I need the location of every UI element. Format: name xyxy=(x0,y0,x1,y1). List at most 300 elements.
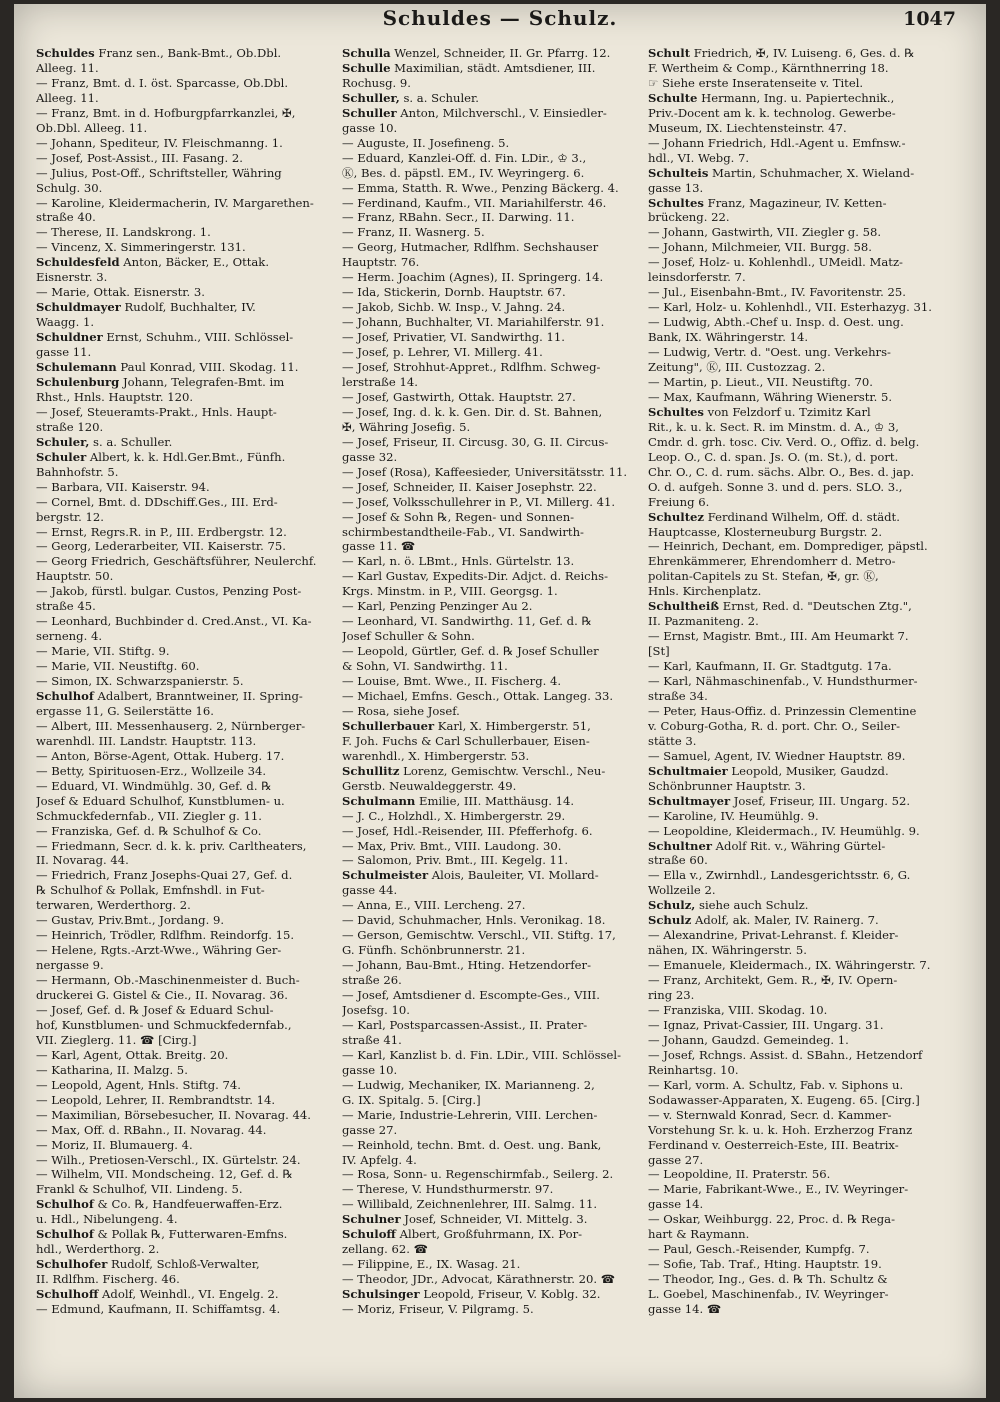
entry-text: siehe auch Schulz. xyxy=(695,898,809,913)
entry-line xyxy=(342,151,660,166)
entry-text: warenhdl., X. Himbergerstr. 53. xyxy=(342,748,530,763)
entry-text: Ferdinand v. Oesterreich-Este, III. Beatrix- xyxy=(648,1137,899,1152)
entry-line xyxy=(36,1048,354,1063)
entry-line xyxy=(36,584,354,599)
entry-line xyxy=(648,988,966,1003)
entry-line xyxy=(36,1108,354,1123)
entry-line xyxy=(36,809,354,824)
entry-line xyxy=(342,196,660,211)
surname: Schulhof xyxy=(36,688,94,703)
surname: Schuller, xyxy=(342,90,400,105)
entry-text: & Sohn, VI. Sandwirthg. 11. xyxy=(342,659,508,674)
entry-text: L. Goebel, Maschinenfab., IV. Weyringer- xyxy=(648,1287,889,1302)
entry-line xyxy=(36,270,354,285)
entry-text: — Leonhard, Buchbinder d. Cred.Anst., VI. Ka- xyxy=(36,614,312,629)
entry-line xyxy=(36,390,354,405)
entry-line xyxy=(36,1018,354,1033)
surname: Schulemann xyxy=(36,360,117,375)
entry-line xyxy=(648,1138,966,1153)
entry-text: — Louise, Bmt. Wwe., II. Fischerg. 4. xyxy=(342,674,562,689)
entry-text: Ehrenkämmerer, Ehrendomherr d. Metro- xyxy=(648,554,896,569)
entry-text: — Josef, Schneider, II. Kaiser Josephstr. 22. xyxy=(342,479,597,494)
entry-text: — Ida, Stickerin, Dornb. Hauptstr. 67. xyxy=(342,285,566,300)
entry-line xyxy=(648,106,966,121)
entry-text: Reinhartsg. 10. xyxy=(648,1062,739,1077)
entry-text: Ⓚ, Bes. d. päpstl. EM., IV. Weyringerg. 6. xyxy=(342,165,585,180)
entry-line xyxy=(36,1033,354,1048)
entry-text: — Reinhold, techn. Bmt. d. Oest. ung. Bank, xyxy=(342,1137,602,1152)
entry-text: s. a. Schuler. xyxy=(399,90,479,105)
entry-head-line xyxy=(36,450,354,465)
entry-text: Karl, X. Himbergerstr. 51, xyxy=(434,718,591,733)
entry-text: — Johann, Milchmeier, VII. Burgg. 58. xyxy=(648,240,872,255)
entry-text: — Marie, Ottak. Eisnerstr. 3. xyxy=(36,285,205,300)
entry-text: straße 60. xyxy=(648,853,708,868)
entry-text: Leopold, Musiker, Gaudzd. xyxy=(727,763,889,778)
entry-text: — Johann, Spediteur, IV. Fleischmanng. 1. xyxy=(36,135,283,150)
entry-line xyxy=(36,510,354,525)
entry-line xyxy=(648,480,966,495)
entry-text: — Hermann, Ob.-Maschinenmeister d. Buch- xyxy=(36,973,300,988)
entry-text: — Sofie, Tab. Traf., Hting. Hauptstr. 19. xyxy=(648,1257,882,1272)
entry-line xyxy=(342,1257,660,1272)
entry-line xyxy=(36,824,354,839)
entry-text: — Karl, Penzing Penzinger Au 2. xyxy=(342,599,533,614)
entry-line xyxy=(36,704,354,719)
surname: Schultmaier xyxy=(648,763,728,778)
entry-head-line xyxy=(342,1227,660,1242)
entry-line xyxy=(648,659,966,674)
entry-text: — Edmund, Kaufmann, II. Schiffamtsg. 4. xyxy=(36,1302,281,1317)
entry-line xyxy=(36,1003,354,1018)
entry-text: straße 40. xyxy=(36,210,96,225)
entry-line xyxy=(36,1138,354,1153)
entry-line xyxy=(342,255,660,270)
entry-text: Bank, IX. Währingerstr. 14. xyxy=(648,330,809,345)
entry-line xyxy=(648,420,966,435)
entry-line xyxy=(648,61,966,76)
entry-line xyxy=(342,315,660,330)
entry-text: — Johann, Buchhalter, VI. Mariahilferstr. 91. xyxy=(342,315,605,330)
entry-line xyxy=(648,734,966,749)
entry-text: — Herm. Joachim (Agnes), II. Springerg. 14. xyxy=(342,270,604,285)
entry-text: — Karl, Nähmaschinenfab., V. Hundsthurmer- xyxy=(648,674,918,689)
entry-line xyxy=(648,644,966,659)
entry-line xyxy=(36,539,354,554)
entry-line xyxy=(648,584,966,599)
entry-line xyxy=(36,1123,354,1138)
entry-text: & Co. ℞, Handfeuerwaffen-Erz. xyxy=(93,1197,283,1212)
entry-text: Anton, Milchverschl., V. Einsiedler- xyxy=(396,105,607,120)
entry-text: gasse 11. xyxy=(36,345,92,360)
entry-line xyxy=(648,539,966,554)
surname: Schullerbauer xyxy=(342,718,435,733)
entry-text: — Franz, Bmt. d. I. öst. Sparcasse, Ob.Dbl. xyxy=(36,75,289,90)
entry-line xyxy=(342,420,660,435)
entry-text: IV. Apfelg. 4. xyxy=(342,1152,417,1167)
entry-text: Freiung 6. xyxy=(648,494,710,509)
entry-text: — Josef, Ing. d. k. k. Gen. Dir. d. St. Bahnen, xyxy=(342,404,603,419)
surname: Schultes xyxy=(648,195,704,210)
entry-text: — Moriz, II. Blumauerg. 4. xyxy=(36,1137,193,1152)
entry-line xyxy=(342,1197,660,1212)
entry-line xyxy=(648,240,966,255)
entry-text: — Jakob, fürstl. bulgar. Custos, Penzing Post- xyxy=(36,584,302,599)
entry-text: Albert, k. k. Hdl.Ger.Bmt., Fünfh. xyxy=(86,449,286,464)
entry-text: — J. C., Holzhdl., X. Himbergerstr. 29. xyxy=(342,808,566,823)
entry-text: — Leonhard, VI. Sandwirthg. 11, Gef. d. ℞ xyxy=(342,614,592,629)
entry-line xyxy=(342,539,660,554)
entry-text: s. a. Schuller. xyxy=(89,434,173,449)
entry-text: F. Joh. Fuchs & Carl Schullerbauer, Eisen- xyxy=(342,733,590,748)
entry-line xyxy=(342,569,660,584)
entry-text: gasse 11. ☎ xyxy=(342,539,416,554)
entry-line xyxy=(36,764,354,779)
entry-text: — Barbara, VII. Kaiserstr. 94. xyxy=(36,479,210,494)
entry-line xyxy=(36,91,354,106)
entry-text: [St] xyxy=(648,644,670,659)
entry-text: warenhdl. III. Landstr. Hauptstr. 113. xyxy=(36,733,257,748)
entry-text: ✠, Währing Josefig. 5. xyxy=(342,419,471,434)
entry-text: hdl., Werderthorg. 2. xyxy=(36,1242,160,1257)
entry-text: — Karoline, Kleidermacherin, IV. Margarethen- xyxy=(36,195,314,210)
entry-text: gasse 27. xyxy=(342,1122,398,1137)
entry-line xyxy=(648,1302,966,1317)
entry-line xyxy=(648,853,966,868)
entry-text: Maximilian, städt. Amtsdiener, III. xyxy=(390,60,596,75)
entry-text: — Alexandrine, Privat-Lehranst. f. Kleider- xyxy=(648,928,899,943)
entry-line xyxy=(648,1063,966,1078)
entry-line xyxy=(648,1257,966,1272)
surname: Schultner xyxy=(648,838,712,853)
directory-page xyxy=(14,4,986,1398)
column-1 xyxy=(36,46,354,1394)
entry-text: — Helene, Rgts.-Arzt-Wwe., Währing Ger- xyxy=(36,943,282,958)
entry-line xyxy=(342,883,660,898)
entry-line xyxy=(342,913,660,928)
entry-line xyxy=(648,809,966,824)
surname: Schulsinger xyxy=(342,1287,420,1302)
entry-text: — David, Schuhmacher, Hnls. Veronikag. 18. xyxy=(342,913,606,928)
entry-line xyxy=(342,525,660,540)
entry-text: — Gustav, Priv.Bmt., Jordang. 9. xyxy=(36,913,225,928)
entry-line xyxy=(648,255,966,270)
surname: Schuldmayer xyxy=(36,300,121,315)
surname: Schuloff xyxy=(342,1227,396,1242)
entry-line xyxy=(648,928,966,943)
entry-line xyxy=(36,285,354,300)
entry-text: zellang. 62. ☎ xyxy=(342,1242,429,1257)
entry-line xyxy=(648,629,966,644)
entry-text: — Michael, Emfns. Gesch., Ottak. Langeg. 33. xyxy=(342,688,614,703)
entry-head-line xyxy=(342,106,660,121)
entry-text: Josef, Friseur, III. Ungarg. 52. xyxy=(730,793,911,808)
entry-head-line xyxy=(648,839,966,854)
entry-line xyxy=(342,958,660,973)
entry-text: Sodawasser-Apparaten, X. Eugeng. 65. [Cirg.] xyxy=(648,1092,920,1107)
entry-line xyxy=(342,839,660,854)
entry-line xyxy=(342,674,660,689)
entry-head-line xyxy=(36,1257,354,1272)
entry-text: Rit., k. u. k. Sect. R. im Minstm. d. A., ♔ 3, xyxy=(648,419,899,434)
entry-head-line xyxy=(648,405,966,420)
entry-text: schirmbestandtheile-Fab., VI. Sandwirth- xyxy=(342,524,584,539)
entry-text: — v. Sternwald Konrad, Secr. d. Kammer- xyxy=(648,1107,892,1122)
entry-line xyxy=(36,883,354,898)
entry-text: — Katharina, II. Malzg. 5. xyxy=(36,1062,188,1077)
entry-text: — Josef (Rosa), Kaffeesieder, Universitätsstr. 11. xyxy=(342,464,628,479)
entry-text: Hermann, Ing. u. Papiertechnik., xyxy=(697,90,895,105)
entry-line xyxy=(36,973,354,988)
entry-line xyxy=(342,270,660,285)
entry-line xyxy=(648,704,966,719)
entry-line xyxy=(36,719,354,734)
entry-line xyxy=(342,1123,660,1138)
entry-line xyxy=(648,495,966,510)
entry-line xyxy=(342,510,660,525)
entry-text: gasse 14. ☎ xyxy=(648,1302,722,1317)
surname: Schuler, xyxy=(36,434,90,449)
entry-head-line xyxy=(342,61,660,76)
entry-line xyxy=(36,898,354,913)
entry-text: Hauptcasse, Klosterneuburg Burgstr. 2. xyxy=(648,524,883,539)
entry-text: Chr. O., C. d. rum. sächs. Albr. O., Bes. d. jap. xyxy=(648,464,915,479)
entry-text: — Franz, Architekt, Gem. R., ✠, IV. Opern- xyxy=(648,973,898,988)
entry-text: — Karl, Kanzlist b. d. Fin. LDir., VIII. Schlössel- xyxy=(342,1047,621,1062)
entry-text: Franz, Magazineur, IV. Ketten- xyxy=(703,195,887,210)
entry-line xyxy=(342,1272,660,1287)
entry-line xyxy=(648,465,966,480)
entry-line xyxy=(342,943,660,958)
entry-line xyxy=(342,345,660,360)
entry-text: II. Rdlfhm. Fischerg. 46. xyxy=(36,1272,180,1287)
surname: Schultes xyxy=(648,404,704,419)
entry-text: Hauptstr. 76. xyxy=(342,255,420,270)
entry-line xyxy=(36,136,354,151)
entry-line xyxy=(648,76,966,91)
entry-text: — Josef, Holz- u. Kohlenhdl., UMeidl. Matz- xyxy=(648,255,903,270)
surname: Schulhoff xyxy=(36,1287,99,1302)
entry-text: Cmdr. d. grh. tosc. Civ. Verd. O., Offiz. d. belg. xyxy=(648,434,920,449)
entry-line xyxy=(648,136,966,151)
entry-text: — Franziska, VIII. Skodag. 10. xyxy=(648,1003,828,1017)
entry-text: — Franziska, Gef. d. ℞ Schulhof & Co. xyxy=(36,823,262,838)
entry-head-line xyxy=(648,764,966,779)
entry-line xyxy=(648,1212,966,1227)
entry-line xyxy=(648,1003,966,1018)
entry-text: — Ignaz, Privat-Cassier, III. Ungarg. 31. xyxy=(648,1017,884,1032)
entry-line xyxy=(36,614,354,629)
entry-line xyxy=(36,659,354,674)
entry-text: — Wilh., Pretiosen-Verschl., IX. Gürtelstr. 24. xyxy=(36,1152,301,1167)
entry-text: gasse 32. xyxy=(342,449,398,464)
entry-text: — Marie, Industrie-Lehrerin, VIII. Lerchen- xyxy=(342,1107,598,1122)
entry-line xyxy=(342,1018,660,1033)
entry-text: — Willibald, Zeichnenlehrer, III. Salmg. 11. xyxy=(342,1197,598,1212)
entry-line xyxy=(648,435,966,450)
entry-line xyxy=(342,330,660,345)
entry-text: Anton, Bäcker, E., Ottak. xyxy=(119,255,270,270)
entry-line xyxy=(342,210,660,225)
entry-line xyxy=(648,151,966,166)
entry-text: — Franz, II. Wasnerg. 5. xyxy=(342,225,485,240)
entry-text: Martin, Schuhmacher, X. Wieland- xyxy=(708,165,915,180)
entry-text: — Leopold, Agent, Hnls. Stiftg. 74. xyxy=(36,1077,241,1092)
entry-text: Paul Konrad, VIII. Skodag. 11. xyxy=(116,360,299,375)
entry-line xyxy=(36,988,354,1003)
entry-text: nähen, IX. Währingerstr. 5. xyxy=(648,943,807,958)
entry-line xyxy=(36,495,354,510)
entry-line xyxy=(648,360,966,375)
entry-line xyxy=(342,584,660,599)
entry-line xyxy=(36,480,354,495)
entry-text: — Karoline, IV. Heumühlg. 9. xyxy=(648,808,819,823)
entry-line xyxy=(648,868,966,883)
entry-line xyxy=(36,315,354,330)
surname: Schult xyxy=(648,46,691,60)
entry-text: — Ernst, Magistr. Bmt., III. Am Heumarkt 7. xyxy=(648,629,909,644)
entry-line xyxy=(342,285,660,300)
entry-text: — Josef, Post-Assist., III. Fasang. 2. xyxy=(36,150,243,165)
entry-head-line xyxy=(648,599,966,614)
entry-line xyxy=(342,1048,660,1063)
entry-text: gasse 10. xyxy=(342,120,398,135)
entry-line xyxy=(342,390,660,405)
entry-text: — Moriz, Friseur, V. Pilgramg. 5. xyxy=(342,1302,534,1317)
entry-text: gasse 10. xyxy=(342,1062,398,1077)
entry-text: — Emma, Statth. R. Wwe., Penzing Bäckerg. 4. xyxy=(342,180,619,195)
entry-head-line xyxy=(648,898,966,913)
entry-head-line xyxy=(36,330,354,345)
entry-text: — Rosa, siehe Josef. xyxy=(342,703,460,718)
entry-text: Ferdinand Wilhelm, Off. d. städt. xyxy=(704,509,900,524)
entry-line xyxy=(342,1167,660,1182)
entry-text: — Therese, V. Hundsthurmerstr. 97. xyxy=(342,1182,554,1197)
entry-line xyxy=(648,569,966,584)
entry-text: — Johann, Bau-Bmt., Hting. Hetzendorfer- xyxy=(342,958,591,973)
entry-text: Krgs. Minstm. in P., VIII. Georgsg. 1. xyxy=(342,584,558,599)
entry-text: Ernst, Red. d. "Deutschen Ztg.", xyxy=(719,599,912,614)
entry-line xyxy=(36,1167,354,1182)
entry-line xyxy=(342,1242,660,1257)
entry-text: — Marie, VII. Stiftg. 9. xyxy=(36,644,170,659)
entry-text: von Felzdorf u. Tzimitz Karl xyxy=(703,404,871,419)
entry-text: — Josef, p. Lehrer, VI. Millerg. 41. xyxy=(342,345,543,360)
surname: Schulz xyxy=(648,913,692,928)
entry-line xyxy=(342,659,660,674)
entry-text: Vorstehung Sr. k. u. k. Hoh. Erzherzog Franz xyxy=(648,1122,913,1137)
entry-text: — Martin, p. Lieut., VII. Neustiftg. 70. xyxy=(648,374,873,389)
surname: Schuldner xyxy=(36,330,103,345)
entry-line xyxy=(36,1153,354,1168)
entry-text: — Ernst, Regrs.R. in P., III. Erdbergstr. 12. xyxy=(36,524,287,539)
entry-line xyxy=(648,1108,966,1123)
entry-line xyxy=(648,1123,966,1138)
entry-text: terwaren, Werderthorg. 2. xyxy=(36,898,191,913)
entry-text: — Cornel, Bmt. d. DDschiff.Ges., III. Erd- xyxy=(36,494,278,509)
entry-head-line xyxy=(36,46,354,61)
entry-line xyxy=(648,525,966,540)
entry-text: — Georg Friedrich, Geschäftsführer, Neulerchf. xyxy=(36,554,317,569)
entry-text: — Auguste, II. Josefineng. 5. xyxy=(342,135,510,150)
surname: Schultez xyxy=(648,509,705,524)
entry-text: — Eduard, VI. Windmühlg. 30, Gef. d. ℞ xyxy=(36,778,272,793)
entry-text: Leopold, Friseur, V. Koblg. 32. xyxy=(419,1287,601,1302)
entry-line xyxy=(36,61,354,76)
entry-text: Adolf, ak. Maler, IV. Rainerg. 7. xyxy=(691,913,879,928)
surname: Schullitz xyxy=(342,763,400,778)
entry-line xyxy=(342,136,660,151)
entry-text: — Jakob, Sichb. W. Insp., V. Jahng. 24. xyxy=(342,300,566,315)
entry-text: hof, Kunstblumen- und Schmuckfedernfab., xyxy=(36,1017,292,1032)
entry-line xyxy=(648,121,966,136)
surname: Schulz, xyxy=(648,898,696,913)
entry-line xyxy=(342,480,660,495)
entry-text: Emilie, III. Matthäusg. 14. xyxy=(415,793,575,808)
entry-text: — Johann, Gastwirth, VII. Ziegler g. 58. xyxy=(648,225,882,240)
entry-text: — Filippine, E., IX. Wasag. 21. xyxy=(342,1257,521,1272)
entry-text: II. Pazmaniteng. 2. xyxy=(648,614,759,629)
surname: Schuldesfeld xyxy=(36,255,120,270)
entry-text: straße 34. xyxy=(648,688,708,703)
entry-line xyxy=(648,210,966,225)
entry-line xyxy=(648,1048,966,1063)
entry-line xyxy=(36,644,354,659)
entry-text: — Ferdinand, Kaufm., VII. Mariahilferstr. 46. xyxy=(342,195,607,210)
entry-text: Wenzel, Schneider, II. Gr. Pfarrg. 12. xyxy=(390,46,611,60)
entry-line xyxy=(648,1078,966,1093)
entry-line xyxy=(648,345,966,360)
entry-line xyxy=(36,794,354,809)
entry-line xyxy=(342,824,660,839)
entry-text: Franz sen., Bank-Bmt., Ob.Dbl. xyxy=(94,46,282,60)
entry-text: — Marie, Fabrikant-Wwe., E., IV. Weyringer- xyxy=(648,1182,909,1197)
entry-line xyxy=(342,405,660,420)
entry-text: — Karl Gustav, Expedits-Dir. Adjct. d. Reichs- xyxy=(342,569,608,584)
entry-text: Hnls. Kirchenplatz. xyxy=(648,584,762,599)
entry-line xyxy=(648,1287,966,1302)
entry-text: leinsdorferstr. 7. xyxy=(648,270,746,285)
entry-text: — Marie, VII. Neustiftg. 60. xyxy=(36,659,200,674)
entry-line xyxy=(648,1197,966,1212)
entry-text: — Franz, Bmt. in d. Hofburgpfarrkanzlei, ✠, xyxy=(36,105,296,120)
entry-text: Waagg. 1. xyxy=(36,315,95,330)
entry-head-line xyxy=(36,300,354,315)
entry-text: ☞ Siehe erste Inseratenseite v. Titel. xyxy=(648,75,864,90)
entry-text: politan-Capitels zu St. Stefan, ✠, gr. Ⓚ, xyxy=(648,569,879,584)
entry-text: — Josef & Sohn ℞, Regen- und Sonnen- xyxy=(342,509,575,524)
entry-text: — Heinrich, Trödler, Rdlfhm. Reindorfg. 15. xyxy=(36,928,295,943)
entry-line xyxy=(342,76,660,91)
entry-text: Zeitung", Ⓚ, III. Custozzag. 2. xyxy=(648,360,826,375)
entry-line xyxy=(342,599,660,614)
entry-head-line xyxy=(342,91,660,106)
entry-text: ring 23. xyxy=(648,988,695,1003)
entry-text: O. d. aufgeh. Sonne 3. und d. pers. SLO. 3., xyxy=(648,479,903,494)
page-title: Schuldes — Schulz. xyxy=(382,6,618,30)
entry-line xyxy=(342,166,660,181)
entry-line xyxy=(342,495,660,510)
entry-text: — Karl, Agent, Ottak. Breitg. 20. xyxy=(36,1047,229,1062)
entry-line xyxy=(342,614,660,629)
entry-head-line xyxy=(342,46,660,61)
entry-text: nergasse 9. xyxy=(36,958,104,973)
entry-text: serneng. 4. xyxy=(36,629,103,644)
entry-text: druckerei G. Gistel & Cie., II. Novarag. 36. xyxy=(36,988,288,1003)
entry-line xyxy=(36,779,354,794)
column-2 xyxy=(342,46,660,1394)
entry-line xyxy=(342,300,660,315)
